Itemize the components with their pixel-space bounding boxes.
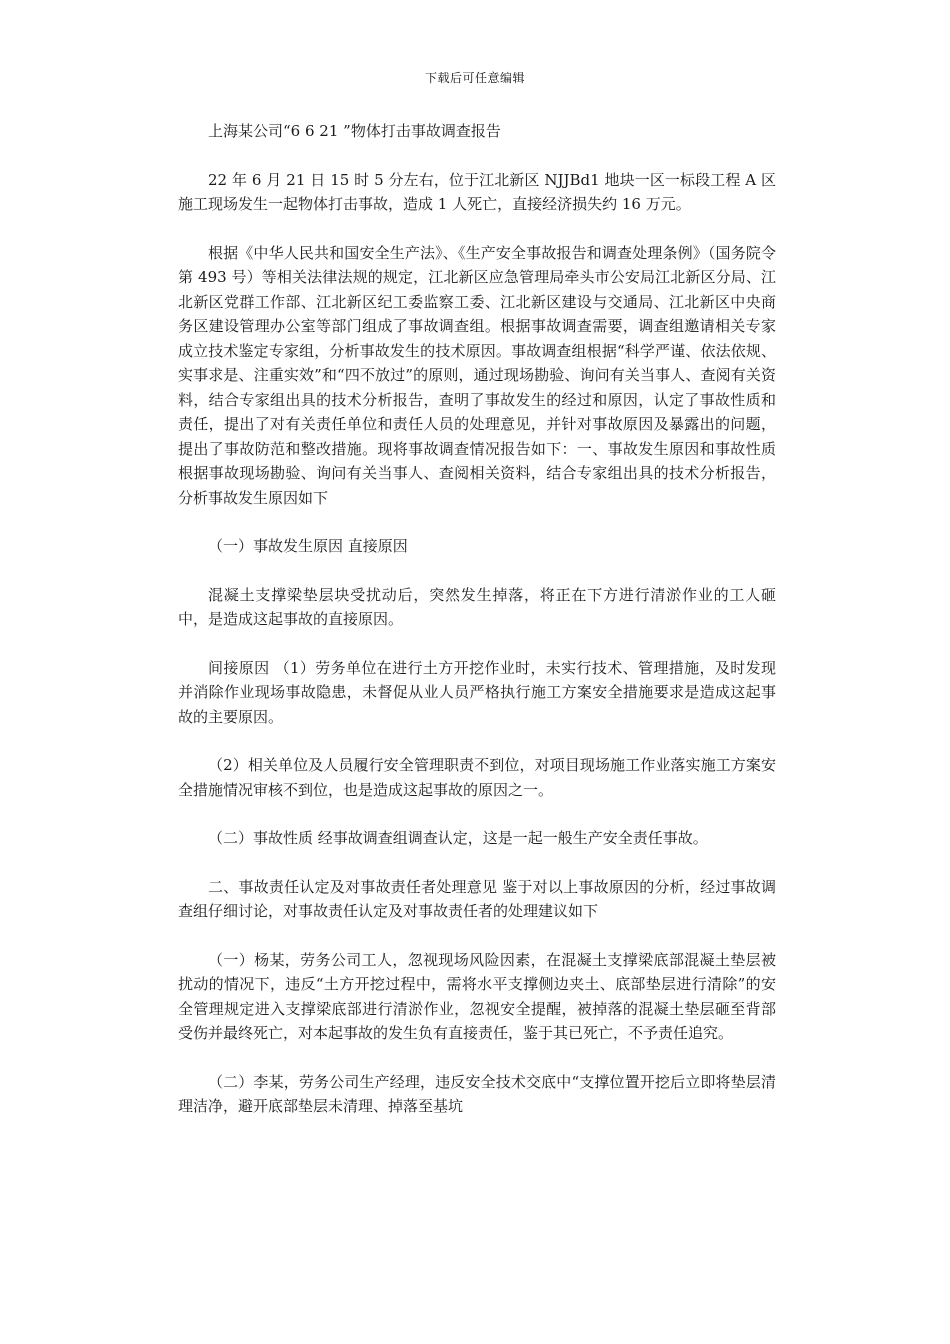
paragraph-responsibility-heading: 二、事故责任认定及对事故责任者处理意见 鉴于对以上事故原因的分析，经过事故调查组仔细讨论，对事故责任认定及对事故责任者的处理建议如下	[178, 877, 776, 920]
paragraph-responsibility-li: （二）李某，劳务公司生产经理，违反安全技术交底中“支撑位置开挖后立即将垫层清理洁净，避开底部垫层未清理、掉落至基坑	[178, 1072, 776, 1115]
paragraph-indirect-cause-1: 间接原因 （1）劳务单位在进行土方开挖作业时，未实行技术、管理措施，及时发现并消除作业现场事故隐患，未督促从业人员严格执行施工方案安全措施要求是造成这起事故的主要原因。	[178, 658, 776, 726]
paragraph-responsibility-yang: （一）杨某，劳务公司工人，忽视现场风险因素，在混凝土支撑梁底部混凝土垫层被扰动的情况下，违反“土方开挖过程中，需将水平支撑侧边夹土、底部垫层进行清除”的安全管理规定进入支撑梁底部进行清淤作业，忽视安全提醒，被掉落的混凝土垫层砸至背部受伤并最终死亡，对本起事故的发生负有直接责任，鉴于其已死亡，不予责任追究。	[178, 950, 776, 1042]
paragraph-direct-cause: 混凝土支撑梁垫层块受扰动后，突然发生掉落，将正在下方进行清淤作业的工人砸中，是造成这起事故的直接原因。	[178, 585, 776, 628]
paragraph-cause-heading: （一）事故发生原因 直接原因	[208, 537, 408, 555]
document-title: 上海某公司“6 6 21 ”物体打击事故调查报告	[208, 122, 501, 140]
document-body	[178, 119, 776, 1119]
header-note: 下载后可任意编辑	[424, 71, 525, 85]
paragraph-accident-nature: （二）事故性质 经事故调查组调查认定，这是一起一般生产安全责任事故。	[208, 829, 708, 847]
paragraph-investigation-basis: 根据《中华人民共和国安全生产法》、《生产安全事故报告和调查处理条例》（国务院令 第 493 号）等相关法律法规的规定，江北新区应急管理局牵头市公安局江北新区分局、江北新区党群工作部、江北新区纪工委监察工委、江北新区建设与交通局、江北新区中央商务区建设管理办公室等部门组成了事故调查组。根据事故调查需要，调查组邀请相关专家成立技术鉴定专家组，分析事故发生的技术原因。事故调查组根据“科学严谨、依法依规、实事求是、注重实效”和“四不放过”的原则，通过现场勘验、询问有关当事人、查阅有关资料，结合专家组出具的技术分析报告，查明了事故发生的经过和原因，认定了事故性质和责任，提出了对有关责任单位和责任人员的处理意见，并针对事故原因及暴露出的问题，提出了事故防范和整改措施。现将事故调查情况报告如下：一、事故发生原因和事故性质 根据事故现场勘验、询问有关当事人、查阅相关资料，结合专家组出具的技术分析报告，分析事故发生原因如下	[178, 243, 776, 507]
paragraph-incident-summary: 22 年 6 月 21 日 15 时 5 分左右，位于江北新区 NJJBd1 地块一区一标段工程 A 区施工现场发生一起物体打击事故，造成 1 人死亡，直接经济损失约 16 万元。	[178, 170, 776, 213]
paragraph-indirect-cause-2: （2）相关单位及人员履行安全管理职责不到位，对项目现场施工作业落实施工方案安全措施情况审核不到位，也是造成这起事故的原因之一。	[178, 756, 776, 799]
